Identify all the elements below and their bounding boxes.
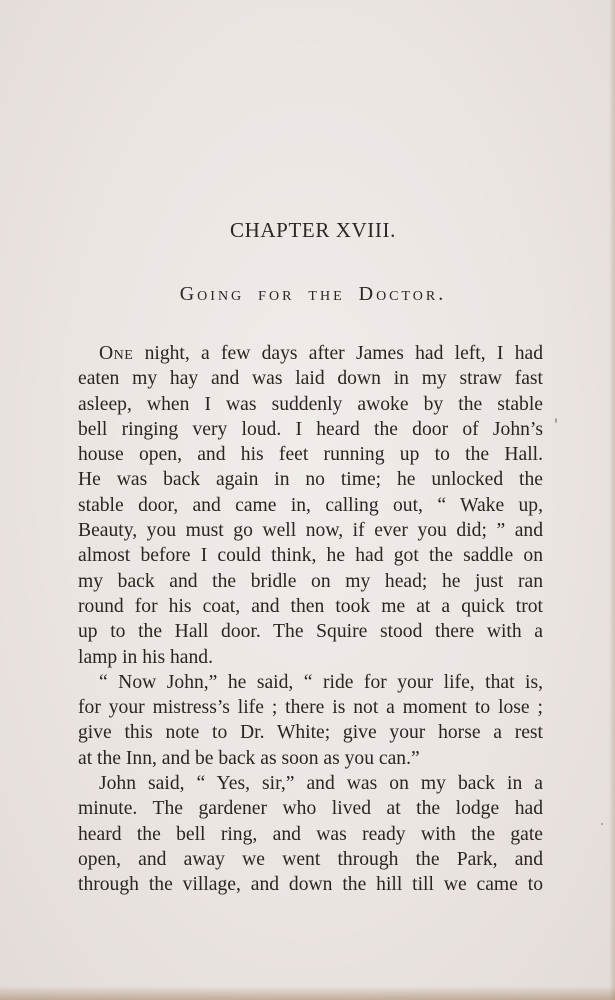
text-line-1 xyxy=(78,341,543,366)
chapter-subtitle: Going for the Doctor. xyxy=(179,283,447,305)
text-line: at the Inn, and be back as soon as you can.” xyxy=(78,747,420,769)
text-line: bell ringing very loud. I heard the door of John’s xyxy=(78,418,543,440)
text-line: stable door, and came in, calling out, “ Wake up, xyxy=(78,494,543,516)
text-line: lamp in his hand. xyxy=(78,646,213,668)
page-bottom-shadow xyxy=(0,986,615,1000)
first-line-text: night, a few days after James had left, I had xyxy=(144,343,543,364)
text-line: eaten my hay and was laid down in my straw fast xyxy=(78,368,543,390)
text-line: asleep, when I was suddenly awoke by the stable xyxy=(78,393,543,415)
chapter-body xyxy=(78,341,543,898)
text-line: almost before I could think, he had got the saddle on xyxy=(78,545,543,567)
paper-speck xyxy=(555,418,557,423)
text-line: “ Now John,” he said, “ ride for your life, that is, xyxy=(99,671,543,693)
lead-word: One xyxy=(99,343,134,364)
text-line: open, and away we went through the Park, and xyxy=(78,848,543,870)
chapter-heading: CHAPTER XVIII. xyxy=(230,218,396,242)
text-line: minute. The gardener who lived at the lodge had xyxy=(78,798,543,820)
text-line: John said, “ Yes, sir,” and was on my back in a xyxy=(99,773,543,795)
text-line: He was back again in no time; he unlocked the xyxy=(78,469,543,491)
text-line: up to the Hall door. The Squire stood there with a xyxy=(78,621,543,643)
text-line: Beauty, you must go well now, if ever you did; ” and xyxy=(78,520,543,542)
text-line: give this note to Dr. White; give your horse a rest xyxy=(78,722,543,744)
text-line: round for his coat, and then took me at a quick trot xyxy=(78,595,543,617)
page-edge-shadow xyxy=(609,0,615,1000)
text-line: my back and the bridle on my head; he just ran xyxy=(78,570,543,592)
text-line: for your mistress’s life ; there is not a moment to lose ; xyxy=(78,697,543,719)
text-line: through the village, and down the hill till we came to xyxy=(78,874,543,896)
text-line: heard the bell ring, and was ready with the gate xyxy=(78,823,543,845)
paper-speck xyxy=(601,823,603,825)
text-line: house open, and his feet running up to the Hall. xyxy=(78,444,543,466)
